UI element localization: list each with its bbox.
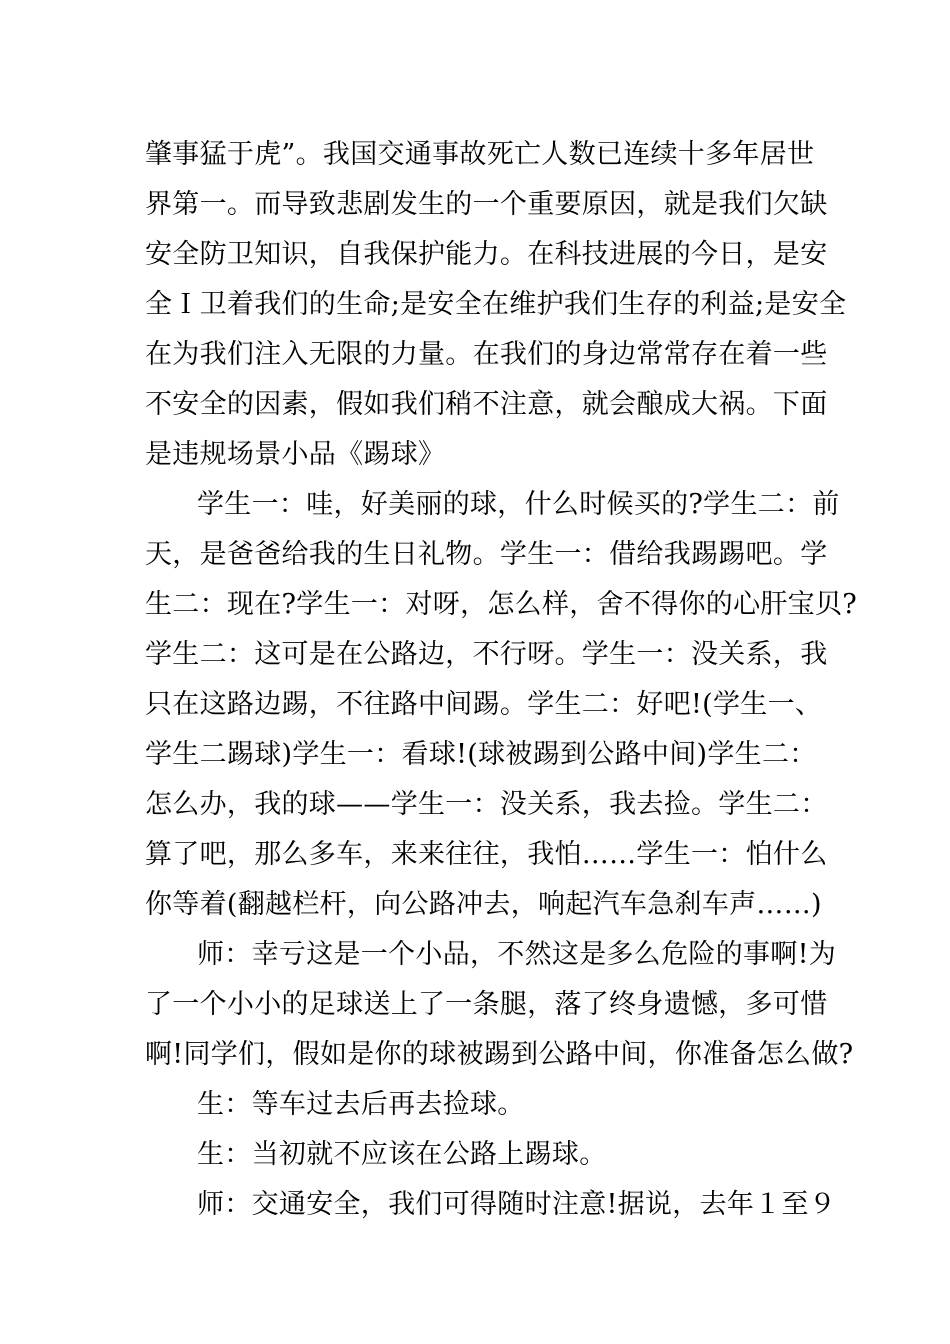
text-line: 生二：现在?学生一：对呀，怎么样，舍不得你的心肝宝贝? (145, 589, 858, 620)
text-line: 是违规场景小品《踢球》 (145, 439, 446, 470)
text-line: 天，是爸爸给我的生日礼物。学生一：借给我踢踢吧。学 (145, 539, 828, 570)
text-line: 学生二：这可是在公路边，不行呀。学生一：没关系，我 (145, 639, 828, 670)
paragraph-first-line: 生：当初就不应该在公路上踢球。 (197, 1139, 607, 1170)
paragraph-first-line: 师：幸亏这是一个小品，不然这是多么危险的事啊!为 (197, 939, 837, 970)
paragraph-first-line: 师：交通安全，我们可得随时注意!据说，去年１至９ (197, 1189, 837, 1220)
text-line: 安全防卫知识，自我保护能力。在科技进展的今日，是安 (145, 239, 828, 270)
text-line: 啊!同学们，假如是你的球被踢到公路中间，你准备怎么做? (145, 1039, 854, 1070)
text-line: 在为我们注入无限的力量。在我们的身边常常存在着一些 (145, 339, 828, 370)
text-line: 你等着(翻越栏杆，向公路冲去，响起汽车急刹车声……) (145, 889, 822, 920)
text-line: 只在这路边踢，不往路中间踢。学生二：好吧!(学生一、 (145, 689, 823, 720)
text-line: 界第一。而导致悲剧发生的一个重要原因，就是我们欠缺 (145, 189, 828, 220)
text-line: 肇事猛于虎”。我国交通事故死亡人数已连续十多年居世 (145, 139, 815, 170)
text-line: 学生二踢球)学生一：看球!(球被踢到公路中间)学生二： (145, 739, 817, 770)
text-line: 全Ｉ卫着我们的生命;是安全在维护我们生存的利益;是安全 (145, 289, 847, 320)
text-line: 不安全的因素，假如我们稍不注意，就会酿成大祸。下面 (145, 389, 828, 420)
paragraph-first-line: 学生一：哇，好美丽的球，什么时候买的?学生二：前 (197, 489, 840, 520)
text-line: 了一个小小的足球送上了一条腿，落了终身遗憾，多可惜 (145, 989, 828, 1020)
text-line: 怎么办，我的球——学生一：没关系，我去捡。学生二： (145, 789, 828, 820)
text-line: 算了吧，那么多车，来来往往，我怕……学生一：怕什么 (145, 839, 828, 870)
paragraph-first-line: 生：等车过去后再去捡球。 (197, 1089, 525, 1120)
